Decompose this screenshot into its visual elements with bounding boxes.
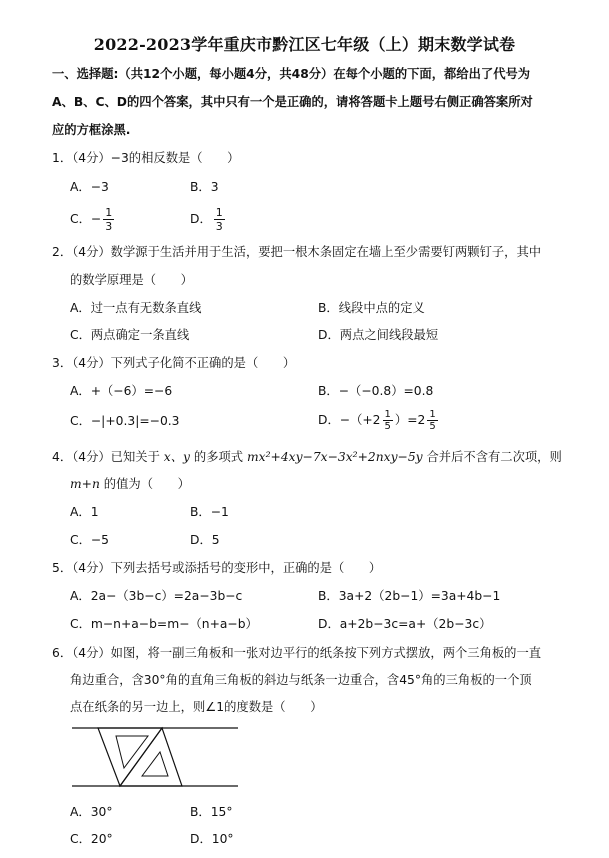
- question-3-option-d-left: −（+2: [339, 413, 381, 427]
- fraction-numerator: 1: [215, 206, 223, 219]
- question-3-option-d-fraction-2: [427, 409, 437, 432]
- fraction-denominator: 3: [215, 220, 223, 233]
- question-4-option-b: B．−1: [190, 505, 229, 519]
- fraction-denominator: 3: [105, 220, 113, 233]
- question-6-stem-line3: 点在纸条的另一边上，则∠1的度数是（ ）: [70, 700, 323, 714]
- question-2-option-b: B．线段中点的定义: [318, 301, 425, 315]
- mixed-number-part: [425, 409, 439, 432]
- q4-text-b: 的多项式: [189, 450, 247, 464]
- section-instructions-line2: A、B、C、D的四个答案，其中只有一个是正确的，请将答题卡上题号右侧正确答案所对: [52, 95, 533, 109]
- question-3-option-d: [318, 409, 440, 432]
- question-1-option-d: [190, 206, 227, 233]
- q4-text-c: 合并后不含有二次项，则: [422, 450, 562, 464]
- q4-text-a: 4．（4分）已知关于: [52, 450, 164, 464]
- fraction-numerator: 1: [105, 206, 113, 219]
- question-1-option-d-label: D．: [190, 212, 212, 226]
- question-3-option-a: A．+（−6）=−6: [70, 384, 173, 398]
- question-3-option-d-fraction-1: [383, 409, 393, 432]
- question-6-stem-line2: 角边重合，含30°角的直角三角板的斜边与纸条一边重合，含45°角的三角板的一个顶: [70, 673, 532, 687]
- question-1-stem: 1．（4分）−3的相反数是（ ）: [52, 151, 240, 165]
- question-3-option-c: C．−|+0.3|=−0.3: [70, 414, 180, 428]
- mixed-number-part: [381, 409, 395, 432]
- fraction-numerator: 1: [384, 409, 391, 420]
- question-1-option-d-fraction: [214, 206, 225, 233]
- q4-expr: m+n: [70, 477, 100, 491]
- fraction-denominator: 5: [429, 421, 436, 432]
- question-6-option-a: A．30°: [70, 805, 113, 819]
- question-1-option-c-label: C．: [70, 212, 91, 226]
- question-5-stem: 5．（4分）下列去括号或添括号的变形中，正确的是（ ）: [52, 561, 382, 575]
- question-3-option-d-label: D．: [318, 413, 340, 427]
- q4-vars: x、y: [163, 450, 190, 464]
- question-3-option-b: B．−（−0.8）=0.8: [318, 384, 434, 398]
- question-2-option-d: D．两点之间线段最短: [318, 328, 439, 342]
- question-4-stem-line1: [52, 447, 562, 467]
- fraction-numerator: 1: [429, 409, 436, 420]
- question-3-option-d-right: ）=2: [394, 413, 426, 427]
- triangle-30-inner: [116, 736, 148, 768]
- question-4-option-d: D．5: [190, 533, 220, 547]
- question-2-stem-line2: 的数学原理是（ ）: [70, 273, 193, 287]
- question-1-option-c-sign: −: [90, 212, 102, 226]
- question-6-stem-line1: 6．（4分）如图，将一副三角板和一张对边平行的纸条按下列方式摆放，两个三角板的一直: [52, 646, 542, 660]
- fraction-denominator: 5: [384, 421, 391, 432]
- q4-text-d: 的值为（ ）: [99, 477, 190, 491]
- question-2-option-a: A．过一点有无数条直线: [70, 301, 202, 315]
- question-4-option-a: A．1: [70, 505, 99, 519]
- question-5-option-a: A．2a−（3b−c）=2a−3b−c: [70, 589, 243, 603]
- question-4-stem-line2: [70, 474, 190, 494]
- question-1-option-b: B．3: [190, 180, 219, 194]
- q4-polynomial: mx²+4xy−7x−3x²+2nxy−5y: [247, 450, 423, 464]
- question-6-option-d: D．10°: [190, 832, 234, 846]
- question-2-stem-line1: 2．（4分）数学源于生活并用于生活，要把一根木条固定在墙上至少需要钉两颗钉子，其中: [52, 245, 542, 259]
- question-6-option-b: B．15°: [190, 805, 233, 819]
- question-2-option-c: C．两点确定一条直线: [70, 328, 190, 342]
- question-1-option-c: [70, 206, 116, 233]
- question-5-option-c: C．m−n+a−b=m−（n+a−b）: [70, 617, 258, 631]
- question-5-option-b: B．3a+2（2b−1）=3a+4b−1: [318, 589, 501, 603]
- triangle-45-outer: [120, 728, 182, 786]
- question-5-option-d: D．a+2b−3c=a+（2b−3c）: [318, 617, 492, 631]
- question-1-option-a: A．−3: [70, 180, 109, 194]
- question-1-option-c-fraction: [103, 206, 114, 233]
- question-6-option-c: C．20°: [70, 832, 113, 846]
- section-instructions-line3: 应的方框涂黑.: [52, 123, 131, 137]
- triangle-45-inner: [142, 752, 168, 776]
- question-3-stem: 3．（4分）下列式子化简不正确的是（ ）: [52, 356, 296, 370]
- triangle-30-outer: [98, 728, 162, 786]
- page-title: 2022-2023学年重庆市黔江区七年级（上）期末数学试卷: [93, 35, 516, 54]
- triangle-paper-strip-figure: [70, 724, 240, 790]
- section-instructions-line1: 一、选择题:（共12个小题，每小题4分，共48分）在每个小题的下面，都给出了代号为: [52, 67, 531, 81]
- question-4-option-c: C．−5: [70, 533, 110, 547]
